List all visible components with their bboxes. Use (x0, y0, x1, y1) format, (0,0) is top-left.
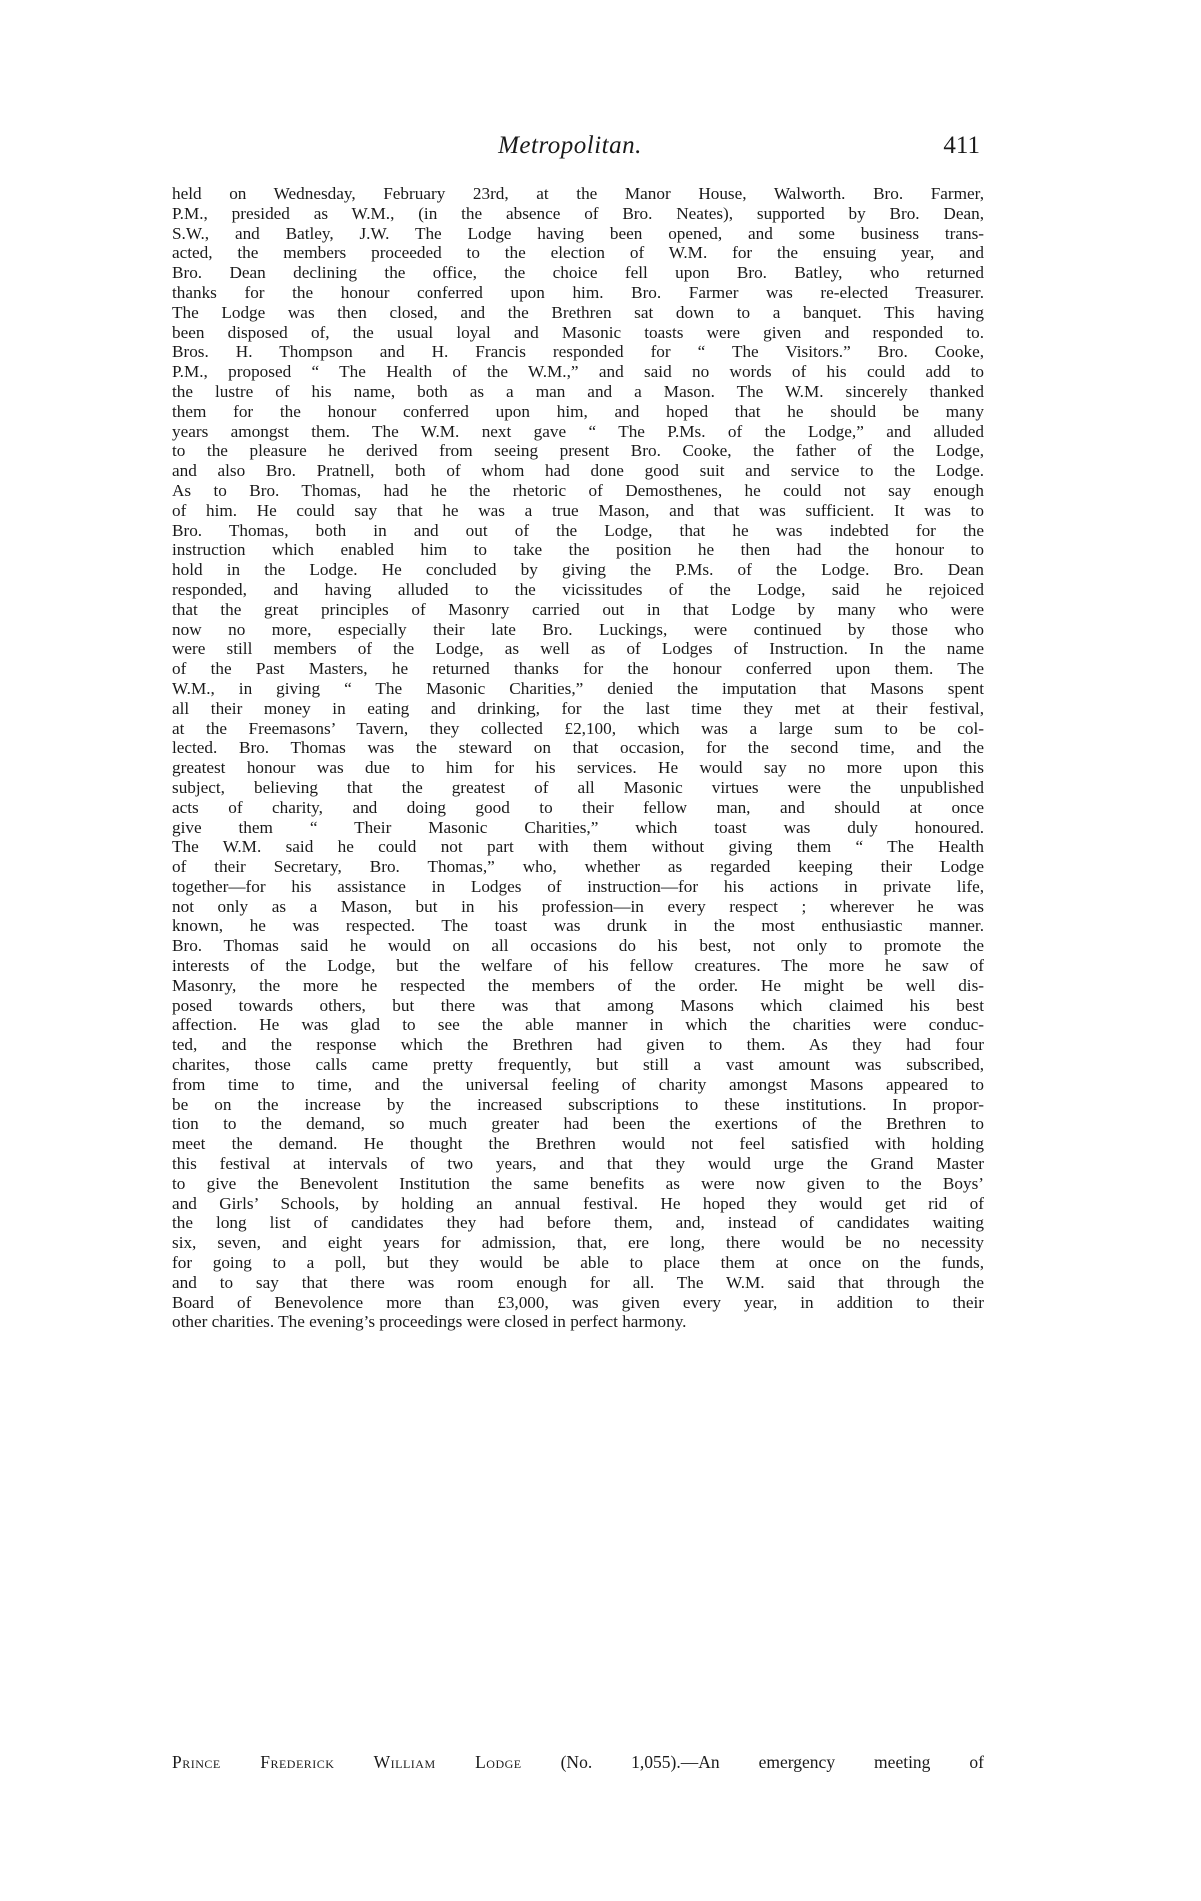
text-line: P.M., proposed “ The Health of the W.M.,” and said no words of his could add to (172, 362, 984, 382)
text-line: As to Bro. Thomas, had he the rhetoric of Demosthenes, he could not say enough (172, 480, 984, 500)
section-text: —An emergency meeting of (680, 1752, 984, 1772)
text-line: acts of charity, and doing good to their fellow man, and should at once (172, 797, 984, 817)
text-line: this festival at intervals of two years, and that they would urge the Grand Master (172, 1154, 984, 1174)
text-line: for going to a poll, but they would be able to place them at once on the funds, (172, 1253, 984, 1273)
text-line: the long list of candidates they had before them, and, instead of candidates waiting (172, 1213, 984, 1233)
text-line: at the Freemasons’ Tavern, they collected £2,100, which was a large sum to be col- (172, 718, 984, 738)
lodge-name: Prince Frederick William Lodge (172, 1752, 522, 1772)
body-paragraph (172, 184, 984, 1332)
text-line: to give the Benevolent Institution the same benefits as were now given to the Boys’ (172, 1173, 984, 1193)
text-line: give them “ Their Masonic Charities,” which toast was duly honoured. (172, 817, 984, 837)
text-line: of the Past Masters, he returned thanks for the honour conferred upon them. The (172, 659, 984, 679)
text-line: The W.M. said he could not part with them without giving them “ The Health (172, 837, 984, 857)
text-line: the lustre of his name, both as a man and a Mason. The W.M. sincerely thanked (172, 381, 984, 401)
text-line: subject, believing that the greatest of all Masonic virtues were the unpublished (172, 777, 984, 797)
section-opening-line (172, 1750, 984, 1774)
text-line: of their Secretary, Bro. Thomas,” who, whether as regarded keeping their Lodge (172, 857, 984, 877)
text-line: instruction which enabled him to take the position he then had the honour to (172, 540, 984, 560)
text-line: not only as a Mason, but in his profession—in every respect ; wherever he was (172, 896, 984, 916)
text-line: held on Wednesday, February 23rd, at the Manor House, Walworth. Bro. Farmer, (172, 184, 984, 203)
text-line: lected. Bro. Thomas was the steward on that occasion, for the second time, and the (172, 738, 984, 758)
text-line: Bro. Thomas said he would on all occasions do his best, not only to promote the (172, 936, 984, 956)
text-line: The Lodge was then closed, and the Brethren sat down to a banquet. This having (172, 302, 984, 322)
text-line: known, he was respected. The toast was drunk in the most enthusiastic manner. (172, 916, 984, 936)
text-line: together—for his assistance in Lodges of instruction—for his actions in private life, (172, 876, 984, 896)
text-line: that the great principles of Masonry carried out in that Lodge by many who were (172, 599, 984, 619)
text-line: Bro. Dean declining the office, the choice fell upon Bro. Batley, who returned (172, 263, 984, 283)
text-line: of him. He could say that he was a true Mason, and that was sufficient. It was to (172, 500, 984, 520)
text-line: were still members of the Lodge, as well as of Lodges of Instruction. In the name (172, 639, 984, 659)
text-line: ted, and the response which the Brethren had given to them. As they had four (172, 1035, 984, 1055)
text-line: from time to time, and the universal feeling of charity amongst Masons appeared to (172, 1074, 984, 1094)
text-line: other charities. The evening’s proceedings were closed in perfect harmony. (172, 1312, 687, 1332)
text-line: them for the honour conferred upon him, and hoped that he should be many (172, 401, 984, 421)
text-line: posed towards others, but there was that among Masons which claimed his best (172, 995, 984, 1015)
text-line: Board of Benevolence more than £3,000, was given every year, in addition to their (172, 1292, 984, 1312)
text-line: W.M., in giving “ The Masonic Charities,” denied the imputation that Masons spent (172, 678, 984, 698)
text-line: now no more, especially their late Bro. Luckings, were continued by those who (172, 619, 984, 639)
text-line: S.W., and Batley, J.W. The Lodge having been opened, and some business trans- (172, 223, 984, 243)
text-line: interests of the Lodge, but the welfare of his fellow creatures. The more he saw of (172, 956, 984, 976)
text-line: be on the increase by the increased subscriptions to these institutions. In propor- (172, 1094, 984, 1114)
text-line: Bros. H. Thompson and H. Francis responded for “ The Visitors.” Bro. Cooke, (172, 342, 984, 362)
text-line: greatest honour was due to him for his services. He would say no more upon this (172, 758, 984, 778)
text-line: and Girls’ Schools, by holding an annual festival. He hoped they would get rid of (172, 1193, 984, 1213)
text-line: affection. He was glad to see the able manner in which the charities were conduc- (172, 1015, 984, 1035)
text-line: all their money in eating and drinking, for the last time they met at their festival, (172, 698, 984, 718)
text-line: Masonry, the more he respected the members of the order. He might be well dis- (172, 975, 984, 995)
text-line: Bro. Thomas, both in and out of the Lodge, that he was indebted for the (172, 520, 984, 540)
page-number: 411 (943, 132, 980, 159)
text-line: six, seven, and eight years for admission, that, ere long, there would be no necessity (172, 1233, 984, 1253)
text-line: and to say that there was room enough for all. The W.M. said that through the (172, 1272, 984, 1292)
text-line: years amongst them. The W.M. next gave “ The P.Ms. of the Lodge,” and alluded (172, 421, 984, 441)
text-line: been disposed of, the usual loyal and Masonic toasts were given and responded to. (172, 322, 984, 342)
running-head (160, 132, 980, 172)
text-line: thanks for the honour conferred upon him. Bro. Farmer was re-elected Treasurer. (172, 282, 984, 302)
text-line: charites, those calls came pretty frequently, but still a vast amount was subscribed, (172, 1055, 984, 1075)
running-title: Metropolitan. (498, 132, 642, 159)
text-line: responded, and having alluded to the vicissitudes of the Lodge, said he rejoiced (172, 579, 984, 599)
text-line: hold in the Lodge. He concluded by giving the P.Ms. of the Lodge. Bro. Dean (172, 560, 984, 580)
text-line: and also Bro. Pratnell, both of whom had done good suit and service to the Lodge. (172, 461, 984, 481)
text-line: to the pleasure he derived from seeing present Bro. Cooke, the father of the Lodge, (172, 441, 984, 461)
text-line: meet the demand. He thought the Brethren would not feel satisfied with holding (172, 1134, 984, 1154)
text-line: acted, the members proceeded to the election of W.M. for the ensuing year, and (172, 243, 984, 263)
text-line: P.M., presided as W.M., (in the absence of Bro. Neates), supported by Bro. Dean, (172, 203, 984, 223)
lodge-number: (No. 1,055). (560, 1752, 681, 1772)
text-line: tion to the demand, so much greater had been the exertions of the Brethren to (172, 1114, 984, 1134)
